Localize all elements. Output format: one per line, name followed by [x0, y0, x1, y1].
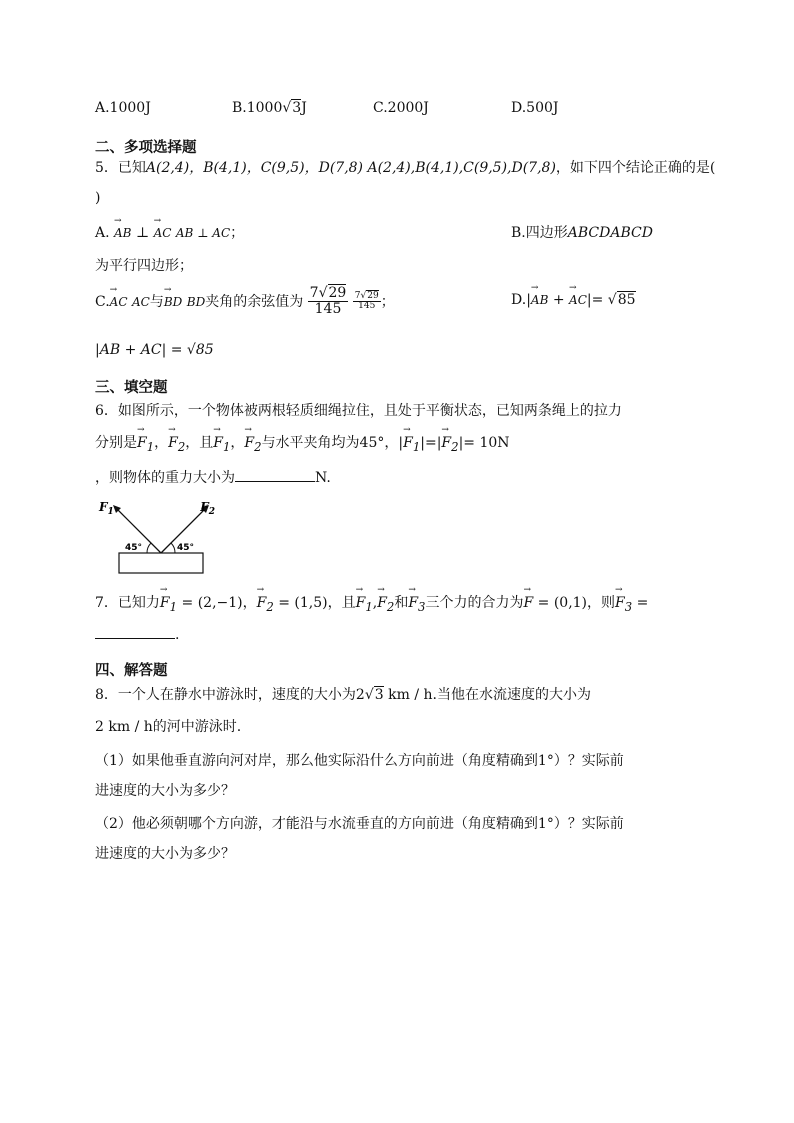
q6-line-2: 分别是→ $F_1$，→ $F_2$，且→ $F_1$，→ $F_2$与水平夹角均为45°，|→ $F_1|=|\to F_2|= 10N$ — [95, 432, 510, 454]
q7-vec-f3-b: → $F_3$ — [615, 595, 632, 614]
q5-points: A(2,4)，B(4,1)，C(9,5)，D(7,8) — [145, 160, 364, 176]
q5-frac-root-dup: 29 — [367, 290, 379, 301]
q5-vec-ab: → AB — [114, 226, 131, 240]
q5-frac-root: 29 — [328, 285, 347, 301]
q5-perp: ⊥ — [131, 225, 154, 241]
q5-bd-dup: BD — [186, 294, 206, 309]
section-title-multiple-choice: 二、多项选择题 — [95, 140, 197, 156]
q6-line3-a: ，则物体的重力大小为 — [95, 470, 235, 486]
q5-option-b-cont: 为平行四边形； — [95, 258, 193, 274]
q8-part2-line2: 进速度的大小为多少？ — [95, 846, 235, 862]
q8-speed-unit: km / h — [388, 687, 433, 703]
q8-speed-coef: 2 — [355, 687, 365, 703]
q7-line-1: 7．已知力→ $F_1 = (2,-1)$，→ $F_2 = (1,5)$，且→ $F_1,\to F_2$和→ $F_3$三个力的合力为→ F = (0,1)，则→ $F_3$ = — [95, 592, 648, 614]
q6-vec-f1-mag: → $F_1$ — [403, 435, 420, 454]
q5-frac-coef-dup: 7 — [354, 290, 361, 301]
q7-vec-f1-b: → $F_1$ — [356, 595, 373, 614]
q5-close-paren: ) — [95, 190, 101, 206]
q5-points-dup: A(2,4),B(4,1),C(9,5),D(7,8) — [367, 160, 556, 176]
option-d: D.500J — [511, 100, 559, 116]
q8-speed-root: 3 — [374, 687, 384, 703]
q5-frac-den: 145 — [314, 301, 342, 318]
q7-vec-f2-b: → $F_2$ — [377, 595, 394, 614]
q6-line2-a: 分别是 — [95, 435, 137, 451]
q8-line1-a: 8．一个人在静水中游泳时，速度的大小为 — [95, 687, 356, 703]
fig-angle-right: 45° — [177, 543, 195, 553]
section-title-solution: 四、解答题 — [95, 663, 168, 679]
q7-answer-blank[interactable] — [95, 624, 175, 639]
q6-vec-f2-mag: → $F_2$ — [441, 435, 458, 454]
q6-line3-b: N. — [315, 470, 331, 486]
q6-answer-blank[interactable] — [235, 467, 315, 482]
q8-line-2: 2 km / h的河中游泳时. — [95, 719, 242, 735]
q5-with: 与 — [149, 293, 164, 310]
q7-then: ，则 — [587, 595, 616, 611]
q5-option-b-label: B.四边形 — [511, 225, 568, 241]
q5-option-b-shape-dup: ABCD — [610, 225, 653, 241]
fig-label-f1: $F_1$ — [99, 500, 114, 517]
q5-option-d-label: D. — [511, 292, 527, 308]
q6-line-3 — [95, 467, 331, 487]
q5-cos-fraction: $\frac{7√29}{145}$ — [309, 285, 347, 318]
q6-vec-f1-b: → $F_1$ — [213, 435, 230, 454]
angle-arc-right — [171, 543, 175, 553]
q6-vec-f2-b: → $F_2$ — [244, 435, 261, 454]
option-b-prefix: B.1000 — [232, 100, 283, 116]
q6-line2-c: 与水平夹角均为45°， — [261, 435, 399, 451]
q7-text: 三个力的合力为 — [425, 595, 524, 611]
q8-part1-line2: 进速度的大小为多少？ — [95, 783, 235, 799]
q5-option-b — [511, 222, 653, 242]
section-title-fill-in: 三、填空题 — [95, 380, 168, 396]
q6-line2-b: ，且 — [185, 435, 214, 451]
q5-option-c — [95, 286, 395, 318]
option-a: A.1000J — [95, 100, 151, 116]
q5-lead: 5．已知 — [95, 160, 146, 176]
q8-line-1: 8．一个人在静水中游泳时，速度的大小为2√3 km / h.当他在水流速度的大小为 — [95, 687, 591, 703]
q5-option-d: D.|→ AB + → AC|= √85 — [511, 292, 636, 308]
option-b-root: 3 — [292, 100, 302, 116]
q7-end: . — [175, 627, 180, 643]
q7-eq: = — [636, 595, 649, 611]
q6-vec-f2: → $F_2$ — [168, 435, 185, 454]
q8-part2-line1: （2）他必须朝哪个方向游，才能沿与水流垂直的方向前进（角度精确到1°）？实际前 — [95, 816, 624, 832]
q5-option-a-end: ； — [230, 225, 245, 241]
question-5-stem — [95, 157, 715, 177]
q7-vec-f1: → $F_1$ — [160, 595, 177, 614]
q5-vec-ab-d: → AB — [531, 293, 548, 307]
q5-vec-bd: → BD — [164, 295, 182, 309]
q6-force-diagram — [95, 495, 215, 580]
fig-label-f2: $F_2$ — [200, 500, 215, 517]
q7-mid: ，且 — [327, 595, 356, 611]
q7-vec-f3: → $F_3$ — [408, 595, 425, 614]
q8-line1-b: .当他在水流速度的大小为 — [432, 687, 591, 703]
q6-line-1: 6．如图所示，一个物体被两根轻质细绳拉住，且处于平衡状态，已知两条绳上的拉力 — [95, 403, 622, 419]
q7-vec-f2: → $F_2$ — [257, 595, 274, 614]
q5-vec-ac-d: → AC — [569, 293, 587, 307]
q6-vec-f1: → $F_1$ — [137, 435, 154, 454]
q5-frac-den-dup: 145 — [358, 301, 376, 312]
q5-option-d-cont: |AB + AC| = √85 — [95, 342, 214, 358]
q5-frac-coef: 7 — [309, 285, 319, 301]
q6-line2-eq: = 10N — [463, 435, 510, 451]
option-c: C.2000J — [373, 100, 429, 116]
option-b: B.1000√3J — [232, 100, 307, 116]
q5-angle-text: 夹角的余弦值为 — [205, 293, 304, 310]
angle-arc-left — [147, 543, 151, 553]
q7-f-val: = (0,1) — [537, 595, 588, 611]
q7-f2-val: = (1,5) — [278, 595, 328, 611]
q5-option-d-root: 85 — [617, 292, 636, 308]
q7-lead: 7．已知力 — [95, 595, 160, 611]
q5-option-a-dup: AB ⊥ AC — [175, 226, 231, 240]
q5-option-b-shape: ABCD — [567, 225, 611, 241]
q5-vec-ac-c: → AC — [110, 295, 128, 309]
q5-option-c-label: C. — [95, 293, 110, 310]
q7-vec-f: → F — [523, 595, 533, 611]
q5-cos-fraction-dup: $\frac{7√29}{145}$ — [354, 290, 379, 312]
q5-vec-ac: → AC — [154, 226, 172, 240]
fig-angle-left: 45° — [125, 543, 143, 553]
q8-part1-line1: （1）如果他垂直游向河对岸，那么他实际沿什么方向前进（角度精确到1°）？实际前 — [95, 753, 624, 769]
q5-tail: ，如下四个结论正确的是( — [555, 160, 716, 176]
option-b-suffix: J — [301, 100, 307, 116]
q7-line-2 — [95, 624, 179, 643]
q5-option-a-label: A. — [95, 225, 110, 241]
q5-option-c-end: ； — [380, 293, 395, 310]
q5-option-a — [95, 222, 244, 242]
q7-f1-val: = (2,−1) — [181, 595, 243, 611]
object-block — [119, 553, 203, 573]
q7-and: 和 — [394, 595, 409, 611]
q5-ac-dup: AC — [131, 294, 150, 309]
